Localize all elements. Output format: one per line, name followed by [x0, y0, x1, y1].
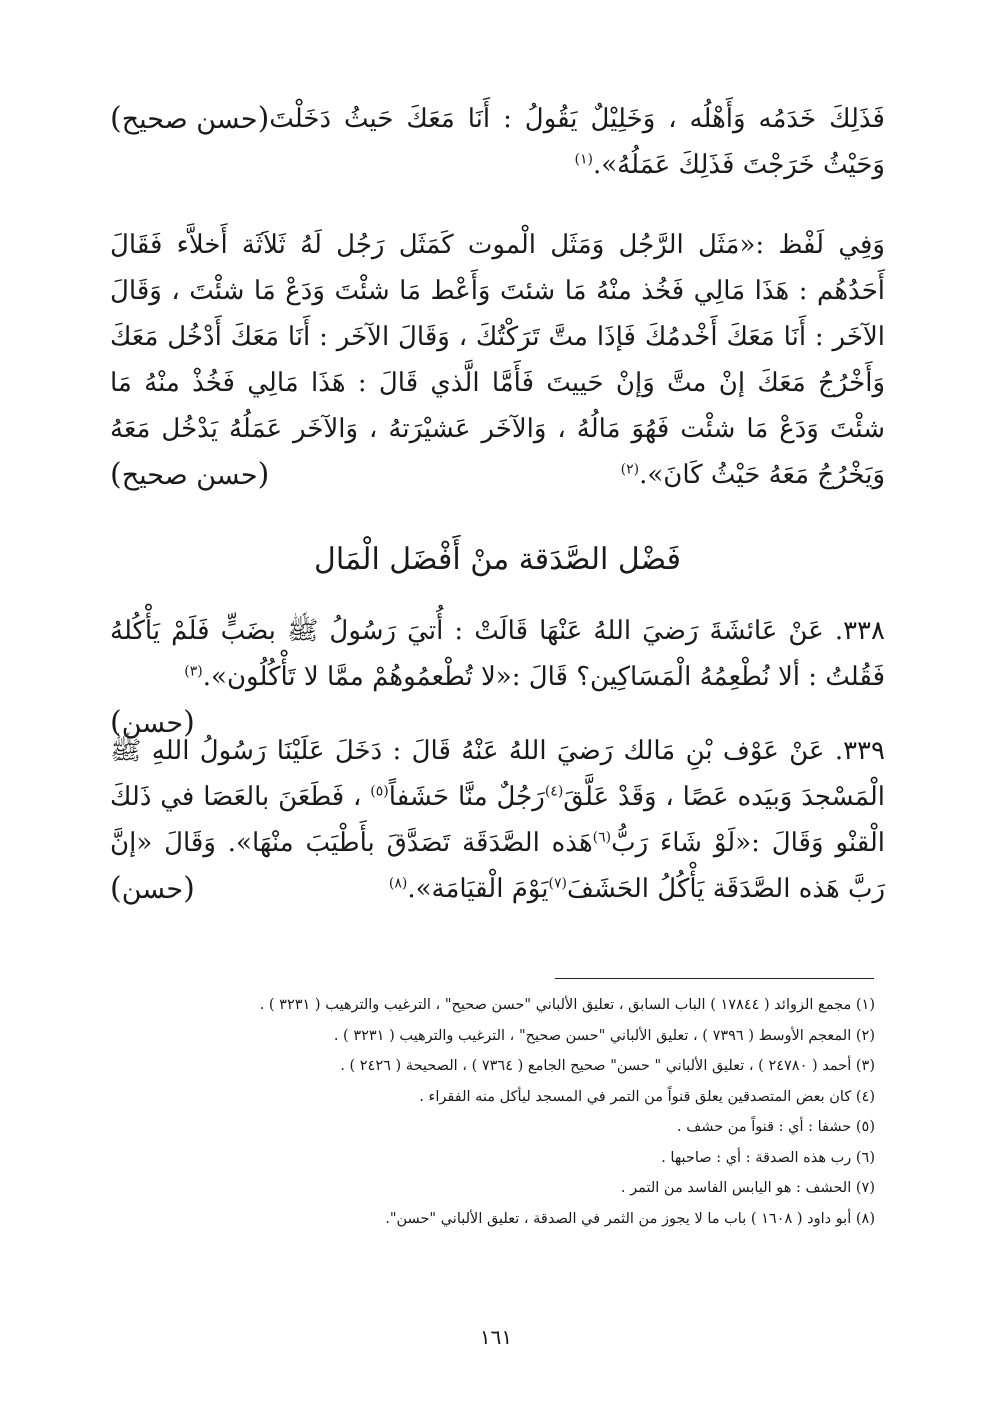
paragraph-1: [110, 96, 885, 188]
footnote-item: (٨) أبو داود ( ١٦٠٨ ) باب ما لا يجوز من الثمر في الصدقة ، تعليق الألباني "حسن".: [385, 1210, 875, 1227]
grade-badge: (حسن صحيح): [110, 101, 270, 136]
footnote-item: (٤) كان بعض المتصدقين يعلق قنواً من التمر في المسجد ليأكل منه الفقراء .: [419, 1088, 875, 1105]
footnote-ref[interactable]: (٧): [548, 875, 567, 892]
grade-badge: (حسن): [110, 705, 195, 740]
footnote-item: (٧) الحشف : هو اليابس الفاسد من التمر .: [620, 1180, 875, 1196]
paragraph-3: [110, 608, 885, 747]
grade-badge: (حسن): [110, 871, 195, 906]
footnote-ref[interactable]: (٥): [370, 783, 389, 800]
footnote-ref[interactable]: (٣): [184, 663, 203, 680]
footnote-ref[interactable]: (٢): [620, 461, 640, 478]
footnote-item: (١) مجمع الزوائد ( ١٧٨٤٤ ) الباب السابق ، تعليق الألباني "حسن صحيح" ، الترغيب والترهيب ( ٣٢٣١ ) .: [259, 997, 875, 1013]
footnote-item: (٥) حشفا : أي : قنواً من حشف .: [677, 1119, 875, 1135]
footnote-ref[interactable]: (١): [574, 151, 593, 168]
paragraph-text: ٣٣٨. عَنْ عَائشَةَ رَضيَ اللهُ عَنْهَا قَالَتْ : أُتيَ رَسُولُ ﷺ بضَبٍّ فَلَمْ يَأْكُلهُ فَقُلتُ : ألا نُطْعِمُهُ الْمَسَاكِين؟ قَالَ :«لا تُطْعمُوهُمْ ممَّا لا تَأْكُلُون».: [110, 616, 885, 692]
footnote-ref[interactable]: (٤): [544, 783, 564, 800]
footnote-item: (٣) أحمد ( ٢٤٧٨٠ ) ، تعليق الألباني " حسن" صحيح الجامع ( ٧٣٦٤ ) ، الصحيحة ( ٢٤٢٦ ) .: [340, 1058, 875, 1074]
grade-badge: (حسن صحيح): [110, 457, 270, 492]
footnotes: [160, 990, 875, 1234]
footnote-item: (٢) المعجم الأوسط ( ٧٣٩٦ ) ، تعليق الألباني "حسن صحيح" ، الترغيب والترهيب ( ٣٢٣١ ) .: [333, 1027, 875, 1044]
footnote-divider: [555, 978, 874, 979]
paragraph-text: وَفِي لَفْظ :«مَثَل الرَّجُل وَمَثَل الْموت كَمَثَل رَجُل لَهُ ثَلاَثَة أَخلاَّء فَقَالَ أَحَدُهُم : هَذَا مَالِي فَخُذ منْهُ مَا شئتَ وَأَعْط مَا شئْتَ وَدَعْ مَا شئْتَ ، وَقَالَ الآخَر : أَنَا مَعَكَ أَخْدمُكَ فَإذَا متَّ تَرَكْتُكَ ، وَقَالَ الآخَر : أَنَا مَعَكَ أَدْخُل مَعَكَ وَأَخْرُجُ مَعَكَ إنْ متَّ وَإنْ حَييتَ فَأَمَّا الَّذي قَالَ : هَذَا مَالِي فَخُذْ منْهُ مَا شئْتَ وَدَعْ مَا شئْت فَهُوَ مَالُهُ ، وَالآخَر عَشيْرَتهُ ، وَالآخَر عَمَلُهُ يَدْخُل مَعَهُ وَيَخْرُجُ مَعَهُ حَيْثُ كَانَ».: [110, 230, 885, 490]
footnote-item: (٦) رب هذه الصدقة : أي : صاحبها .: [661, 1149, 875, 1166]
footnote-ref[interactable]: (٨): [388, 875, 408, 892]
paragraph-2: [110, 222, 885, 499]
paragraph-4: ٣٣٩. عَنْ عَوْف بْنِ مَالك رَضيَ اللهُ عَنْهُ قَالَ : دَخَلَ عَلَيْنَا رَسُولُ اللهِ ﷺ الْمَسْجدَ وَبيَده عَصًا ، وَقَدْ عَلَّقَ$^{(٤)}$رَجُلٌ منَّا حَشَفاً$^{(٥)}$ ، فَطَعَنَ بالعَصَا في ذَلكَ الْقنْو وَقَالَ :«لَوْ شَاءَ رَبُّ$^{(٦)}$هَذه الصَّدَقَة تَصَدَّقَ بأَطْيَبَ منْهَا». وَقَالَ «إنَّ رَبَّ هَذه الصَّدَقَة يَأْكُلُ الحَشَفَ$^{(٧)}$يَوْمَ الْقيَامَة».$^{(٨)}$ (حسن): [110, 728, 885, 913]
section-heading: فَضْل الصَّدَقة منْ أَفْضَل الْمَال: [314, 542, 681, 577]
footnote-ref[interactable]: (٦): [592, 829, 612, 846]
paragraph-text: فَذَلِكَ خَدَمُه وَأَهْلُه ، وَخَلِيْلٌ يَقُولُ : أَنَا مَعَكَ حَيثُ دَخَلْتَ وَحَيْثُ خَرَجْتَ فَذَلِكَ عَمَلُهُ».: [269, 104, 885, 180]
page-number: ١٦١: [479, 1325, 513, 1349]
